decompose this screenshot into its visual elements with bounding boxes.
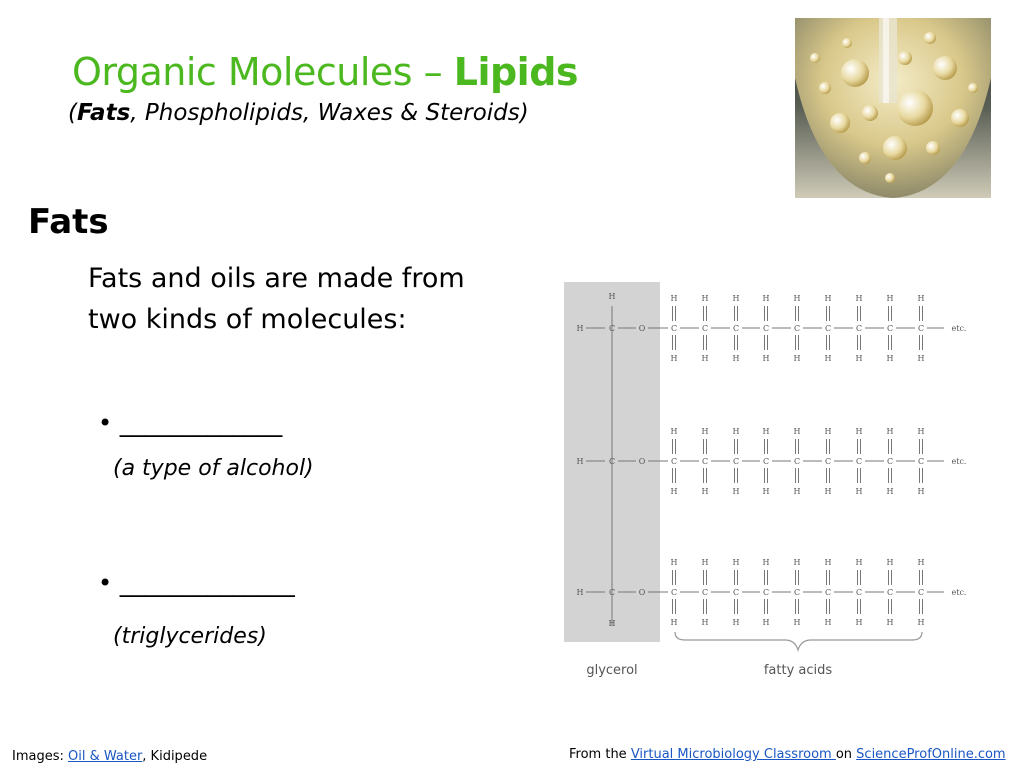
atom-h: H	[732, 487, 740, 496]
source-prefix: From the	[569, 747, 631, 762]
atom-c: C	[917, 324, 925, 333]
atom-h: H	[732, 294, 740, 303]
atom-c: C	[608, 324, 616, 333]
atom-h: H	[917, 294, 925, 303]
atom-h: H	[732, 427, 740, 436]
atom-h: H	[732, 618, 740, 627]
atom-h: H	[886, 427, 894, 436]
virtual-microbiology-link[interactable]: Virtual Microbiology Classroom	[630, 747, 836, 762]
atom-h: H	[576, 457, 584, 466]
atom-h: H	[670, 558, 678, 567]
atom-h: H	[732, 354, 740, 363]
atom-c: C	[793, 588, 801, 597]
atom-c: C	[824, 324, 832, 333]
atom-c: C	[670, 588, 678, 597]
atom-h: H	[886, 354, 894, 363]
atom-h: H	[762, 354, 770, 363]
oil-water-photo	[795, 18, 991, 198]
atom-h: H	[670, 427, 678, 436]
atom-h: H	[917, 558, 925, 567]
atom-c: C	[855, 324, 863, 333]
atom-h: H	[608, 619, 616, 628]
atom-c: C	[855, 588, 863, 597]
footer-source	[569, 747, 1006, 762]
atom-c: C	[855, 457, 863, 466]
atom-h: H	[701, 618, 709, 627]
atom-h: H	[886, 558, 894, 567]
atom-h: H	[855, 558, 863, 567]
atom-c: C	[732, 588, 740, 597]
title-accent: Lipids	[453, 50, 579, 94]
etc-label: etc.	[951, 457, 967, 466]
atom-c: C	[886, 588, 894, 597]
slide-title	[72, 50, 578, 94]
atom-c: C	[762, 588, 770, 597]
atom-h: H	[855, 618, 863, 627]
atom-c: C	[793, 324, 801, 333]
subtitle-bold: Fats	[76, 100, 131, 126]
credit-prefix: Images:	[12, 749, 68, 764]
atom-c: C	[793, 457, 801, 466]
atom-h: H	[701, 558, 709, 567]
atom-h: H	[576, 324, 584, 333]
atom-h: H	[917, 354, 925, 363]
atom-h: H	[917, 487, 925, 496]
bullet-glycerol	[98, 408, 282, 437]
bullet-marker: •	[98, 409, 113, 437]
atom-h: H	[886, 618, 894, 627]
bullet-marker: •	[98, 569, 113, 597]
subtitle-rest: , Phospholipids, Waxes & Steroids)	[130, 100, 529, 126]
atom-h: H	[824, 487, 832, 496]
atom-h: H	[824, 618, 832, 627]
atom-h: H	[793, 294, 801, 303]
atom-h: H	[670, 294, 678, 303]
atom-h: H	[793, 427, 801, 436]
atom-h: H	[762, 427, 770, 436]
glycerol-label: glycerol	[586, 663, 638, 678]
atom-h: H	[855, 427, 863, 436]
atom-c: C	[608, 457, 616, 466]
section-heading: Fats	[28, 202, 109, 242]
atom-h: H	[855, 487, 863, 496]
atom-h: H	[762, 618, 770, 627]
atom-c: C	[732, 457, 740, 466]
atom-c: C	[917, 457, 925, 466]
bullet-note: (triglycerides)	[113, 624, 267, 649]
atom-h: H	[732, 558, 740, 567]
atom-h: H	[824, 354, 832, 363]
footer-image-credit	[12, 749, 207, 764]
atom-h: H	[670, 354, 678, 363]
atom-o: O	[638, 457, 646, 466]
atom-h: H	[793, 618, 801, 627]
atom-h: H	[762, 487, 770, 496]
atom-c: C	[701, 588, 709, 597]
atom-h: H	[855, 354, 863, 363]
atom-o: O	[638, 588, 646, 597]
atom-h: H	[576, 588, 584, 597]
atom-h: H	[793, 487, 801, 496]
subtitle-open: (	[68, 100, 77, 126]
atom-h: H	[824, 558, 832, 567]
blank-line: _____________	[119, 408, 283, 437]
atom-c: C	[670, 324, 678, 333]
atom-c: C	[608, 588, 616, 597]
intro-text: Fats and oils are made from two kinds of molecules:	[88, 263, 465, 335]
atom-h: H	[762, 294, 770, 303]
atom-c: C	[701, 324, 709, 333]
atom-h: H	[701, 427, 709, 436]
atom-h: H	[886, 294, 894, 303]
atom-h: H	[701, 294, 709, 303]
bullet-fatty-acids	[98, 568, 295, 597]
atom-o: O	[638, 324, 646, 333]
atom-h: H	[670, 618, 678, 627]
atom-h: H	[824, 294, 832, 303]
atom-h: H	[670, 487, 678, 496]
credit-suffix: , Kidipede	[142, 749, 208, 764]
atom-c: C	[762, 457, 770, 466]
oil-water-link[interactable]: Oil & Water	[68, 749, 143, 764]
atom-c: C	[762, 324, 770, 333]
blank-line: ______________	[119, 568, 295, 597]
atom-h: H	[886, 487, 894, 496]
triglyceride-diagram	[560, 278, 980, 688]
fatty-acids-brace	[675, 632, 922, 650]
slide-subtitle	[68, 100, 529, 126]
atom-h: H	[824, 427, 832, 436]
atom-c: C	[824, 588, 832, 597]
atom-h: H	[917, 427, 925, 436]
atom-c: C	[701, 457, 709, 466]
atom-h: H	[917, 618, 925, 627]
fatty-acids-label: fatty acids	[763, 663, 833, 678]
atom-h: H	[793, 354, 801, 363]
atom-h: H	[855, 294, 863, 303]
atom-c: C	[732, 324, 740, 333]
atom-h: H	[701, 487, 709, 496]
etc-label: etc.	[951, 324, 967, 333]
atom-c: C	[886, 324, 894, 333]
atom-c: C	[670, 457, 678, 466]
atom-c: C	[917, 588, 925, 597]
title-main: Organic Molecules –	[72, 50, 454, 94]
atom-h: H	[608, 292, 616, 301]
scienceprofonline-link[interactable]: ScienceProfOnline.com	[856, 747, 1006, 762]
atom-c: C	[886, 457, 894, 466]
atom-h: H	[793, 558, 801, 567]
bullet-note: (a type of alcohol)	[113, 456, 314, 481]
atom-h: H	[762, 558, 770, 567]
etc-label: etc.	[951, 588, 967, 597]
atom-c: C	[824, 457, 832, 466]
atom-h: H	[701, 354, 709, 363]
source-mid: on	[835, 747, 857, 762]
